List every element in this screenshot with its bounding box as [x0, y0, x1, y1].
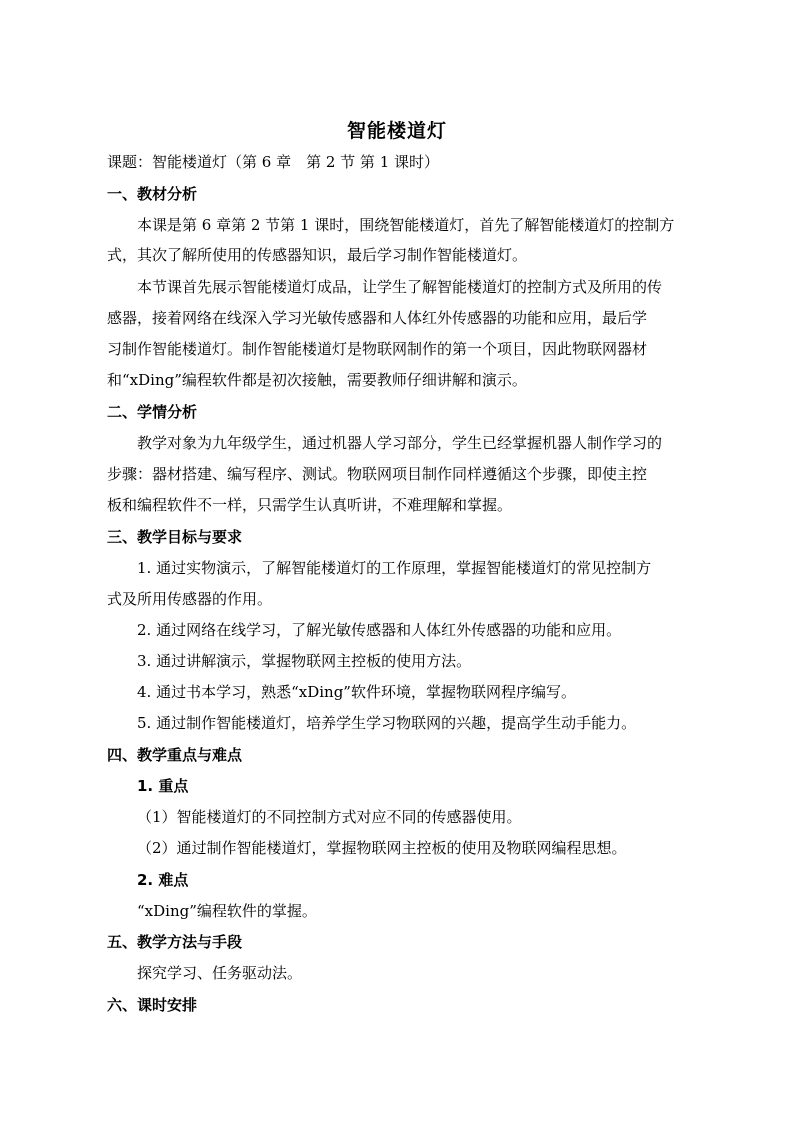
section-heading-key-points: 四、教学重点与难点: [107, 746, 243, 764]
paragraph-line: 步骤：器材搭建、编写程序、测试。物联网项目制作同样遵循这个步骤，即使主控: [107, 465, 648, 483]
subheading-key: 1. 重点: [137, 777, 189, 795]
section-heading-methods: 五、教学方法与手段: [107, 933, 243, 951]
paragraph-line: 式，其次了解所使用的传感器知识，最后学习制作智能楼道灯。: [107, 246, 528, 264]
subheading-difficulty: 2. 难点: [137, 871, 189, 889]
paragraph-line: 和“xDing”编程软件都是初次接触，需要教师仔细讲解和演示。: [107, 371, 527, 389]
paragraph-line: 探究学习、任务驱动法。: [137, 964, 303, 982]
course-line: 课题：智能楼道灯（第 6 章 第 2 节 第 1 课时）: [107, 153, 440, 171]
goal-item: 5. 通过制作智能楼道灯，培养学生学习物联网的兴趣，提高学生动手能力。: [137, 714, 637, 732]
goal-item: 3. 通过讲解演示，掌握物联网主控板的使用方法。: [137, 652, 472, 670]
goal-item-continued: 式及所用传感器的作用。: [107, 590, 273, 608]
paragraph-line: 板和编程软件不一样，只需学生认真听讲，不难理解和掌握。: [107, 496, 513, 514]
goal-item: 1. 通过实物演示，了解智能楼道灯的工作原理，掌握智能楼道灯的常见控制方: [137, 559, 652, 577]
paragraph-line: 本课是第 6 章第 2 节第 1 课时，围绕智能楼道灯，首先了解智能楼道灯的控制方: [137, 216, 675, 234]
goal-item: 2. 通过网络在线学习，了解光敏传感器和人体红外传感器的功能和应用。: [137, 621, 622, 639]
section-heading-learner-analysis: 二、学情分析: [107, 403, 198, 421]
paragraph-line: 教学对象为九年级学生，通过机器人学习部分，学生已经掌握机器人制作学习的: [137, 434, 663, 452]
section-heading-schedule: 六、课时安排: [107, 996, 198, 1014]
paragraph-line: 感器，接着网络在线深入学习光敏传感器和人体红外传感器的功能和应用，最后学: [107, 309, 648, 327]
section-heading-teaching-goals: 三、教学目标与要求: [107, 528, 243, 546]
key-item: （1）智能楼道灯的不同控制方式对应不同的传感器使用。: [137, 808, 522, 826]
goal-item: 4. 通过书本学习，熟悉“xDing”软件环境，掌握物联网程序编写。: [137, 683, 576, 701]
key-item: （2）通过制作智能楼道灯，掌握物联网主控板的使用及物联网编程思想。: [137, 839, 627, 857]
page-title: 智能楼道灯: [346, 120, 447, 142]
section-heading-textbook-analysis: 一、教材分析: [107, 185, 198, 203]
difficulty-item: “xDing”编程软件的掌握。: [137, 902, 317, 920]
paragraph-line: 习制作智能楼道灯。制作智能楼道灯是物联网制作的第一个项目，因此物联网器材: [107, 340, 648, 358]
paragraph-line: 本节课首先展示智能楼道灯成品，让学生了解智能楼道灯的控制方式及所用的传: [137, 278, 663, 296]
